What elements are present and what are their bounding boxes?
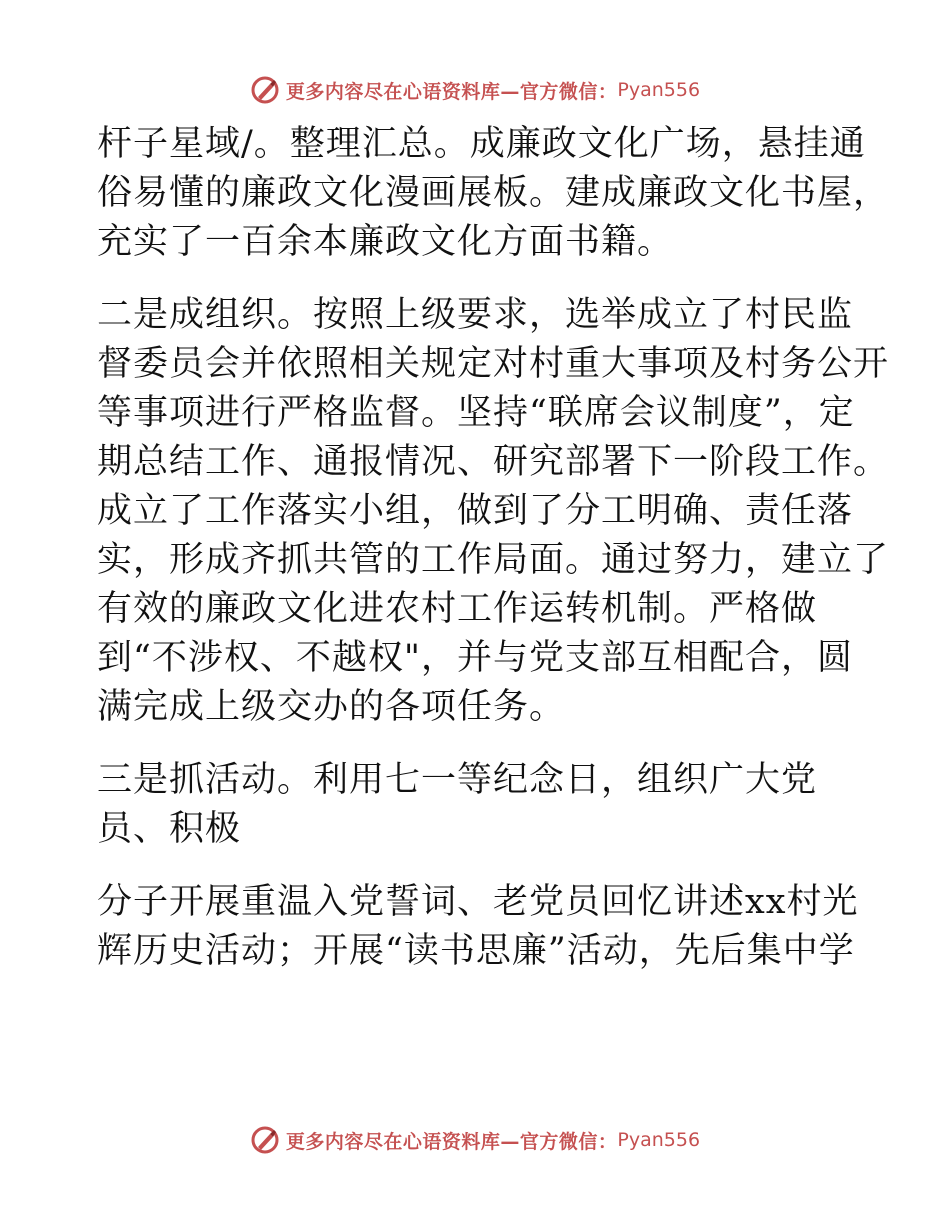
- paragraph-2: [97, 291, 890, 732]
- paragraph-3: [97, 756, 857, 854]
- text-line: 辉历史活动；开展“读书思廉”活动，先后集中学: [97, 931, 855, 971]
- watermark-text: 更多内容尽在心语资料库—官方微信：: [285, 1130, 618, 1153]
- pen-circle-logo-icon: [250, 1125, 280, 1155]
- text-line: 俗易懂的廉政文化漫画展板。建成廉政文化书屋，: [97, 173, 890, 213]
- watermark-wechat-id: Pyan556: [617, 1129, 701, 1151]
- document-body: [97, 120, 890, 976]
- paragraph-1: [97, 120, 890, 267]
- text-line: 督委员会并依照相关规定对村重大事项及村务公开: [97, 344, 890, 384]
- text-line: 员、积极: [97, 809, 242, 849]
- footer-watermark: [0, 1120, 950, 1160]
- text-line: 分子开展重温入党誓词、老党员回忆讲述xx村光: [97, 882, 859, 922]
- text-line: 二是成组织。按照上级要求，选举成立了村民监: [97, 295, 854, 335]
- text-line: 实，形成齐抓共管的工作局面。通过努力，建立了: [97, 540, 890, 580]
- text-line: 杆子星域/。整理汇总。成廉政文化广场，悬挂通: [97, 124, 866, 164]
- watermark-text: 更多内容尽在心语资料库—官方微信：: [285, 80, 618, 103]
- text-line: 充实了一百余本廉政文化方面书籍。: [97, 222, 674, 262]
- pen-circle-logo-icon: [250, 75, 280, 105]
- text-line: 满完成上级交办的各项任务。: [97, 687, 566, 727]
- watermark-wechat-id: Pyan556: [617, 79, 701, 101]
- text-line: 成立了工作落实小组，做到了分工明确、责任落: [97, 491, 854, 531]
- text-line: 有效的廉政文化进农村工作运转机制。严格做: [97, 589, 818, 629]
- text-line: 到“不涉权、不越权"，并与党支部互相配合，圆: [97, 638, 853, 678]
- header-watermark: [0, 70, 950, 110]
- text-line: 三是抓活动。利用七一等纪念日，组织广大党: [97, 760, 818, 800]
- paragraph-4: [97, 878, 857, 976]
- text-line: 等事项进行严格监督。坚持“联席会议制度”，定: [97, 393, 855, 433]
- text-line: 期总结工作、通报情况、研究部署下一阶段工作。: [97, 442, 890, 482]
